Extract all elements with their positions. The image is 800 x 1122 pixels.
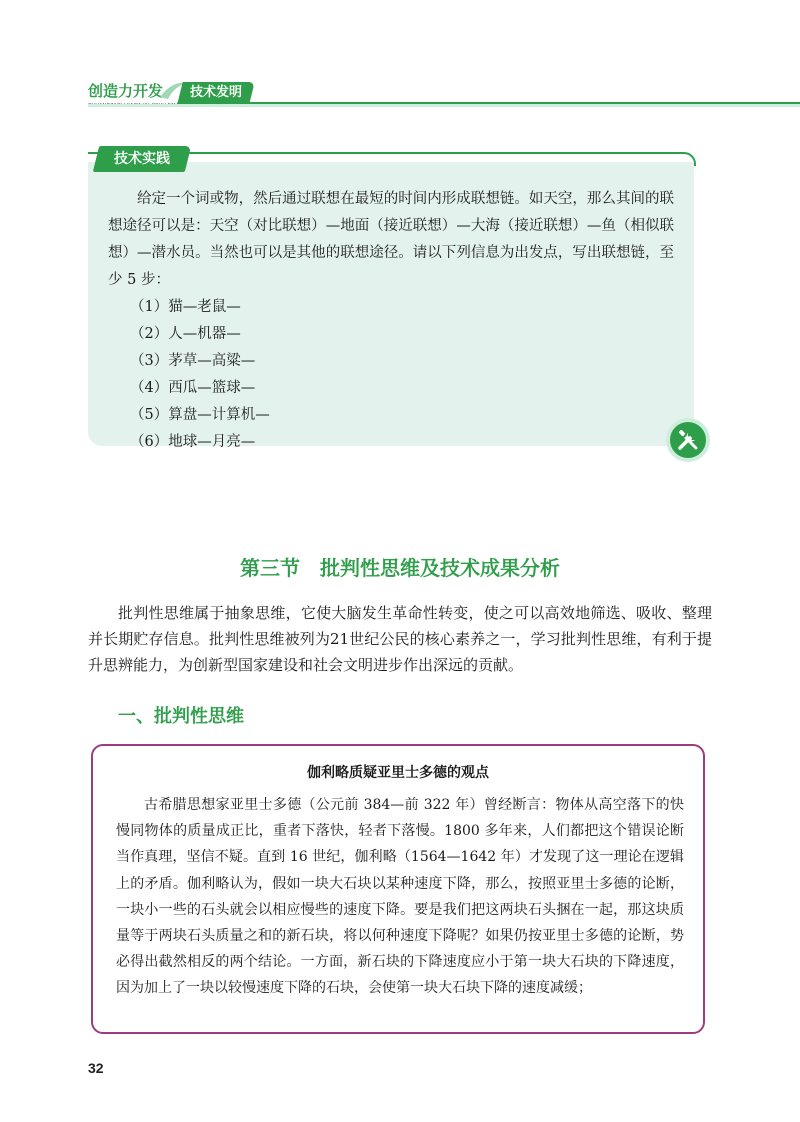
story-title: 伽利略质疑亚里士多德的观点 xyxy=(307,765,489,781)
subsection-title: 一、批判性思维 xyxy=(118,706,244,727)
story-paragraph: 古希腊思想家亚里士多德（公元前 384—前 322 年）曾经断言：物体从高空落下的快慢同物体的质量成正比，重者下落快，轻者下落慢。1800 多年来，人们都把这个错误论断当作真理，坚信不疑。直到 16 世纪，伽利略（1564—1642 年）才发现了这一理论在逻辑上的矛盾。伽利略认为，假如一块大石块以某种速度下降，那么，按照亚里士多德的论断，一块小一些的石头就会以相应慢些的速度下降。要是我们把这两块石头捆在一起，那这块质量等于两块石头质量之和的新石块，将以何种速度下降呢？如果仍按亚里士多德的论断，势必得出截然相反的两个结论。一方面，新石块的下降速度应小于第一块大石块的下降速度，因为加上了一块以较慢速度下降的石块，会使第一块大石块下降的速度减缓； xyxy=(116,797,684,997)
story-content xyxy=(116,792,684,1002)
header-tab xyxy=(177,82,254,104)
practice-item: （1）猫—老鼠— xyxy=(130,299,241,315)
header-rule-light xyxy=(88,104,800,107)
tools-badge xyxy=(666,418,710,462)
tools-icon xyxy=(676,428,700,452)
section-title: 第三节 批判性思维及技术成果分析 xyxy=(240,556,560,580)
practice-content xyxy=(108,186,674,456)
practice-item: （4）西瓜—篮球— xyxy=(130,380,256,396)
practice-item: （5）算盘—计算机— xyxy=(130,407,270,423)
section-body xyxy=(88,600,712,678)
practice-item: （6）地球—月亮— xyxy=(130,434,256,450)
practice-tab-label: 技术实践 xyxy=(114,151,170,167)
section-paragraph: 批判性思维属于抽象思维，它使大脑发生革命性转变，使之可以高效地筛选、吸收、整理并长期贮存信息。批判性思维被列为21世纪公民的核心素养之一，学习批判性思维，有利于提升思辨能力，为创新型国家建设和社会文明进步作出深远的贡献。 xyxy=(88,604,712,674)
practice-intro: 给定一个词或物，然后通过联想在最短的时间内形成联想链。如天空，那么其间的联想途径可以是：天空（对比联想）—地面（接近联想）—大海（接近联想）—鱼（相似联想）—潜水员。当然也可以是其他的联想途径。请以下列信息为出发点，写出联想链，至少 5 步： xyxy=(108,191,674,288)
practice-item: （2）人—机器— xyxy=(130,326,241,342)
header-tab-label: 技术发明 xyxy=(189,85,242,100)
header-rule xyxy=(244,102,800,104)
practice-item: （3）茅草—高粱— xyxy=(130,353,256,369)
header-title: 创造力开发 xyxy=(88,82,164,100)
practice-tab xyxy=(93,146,191,172)
page-number: 32 xyxy=(88,1060,104,1076)
